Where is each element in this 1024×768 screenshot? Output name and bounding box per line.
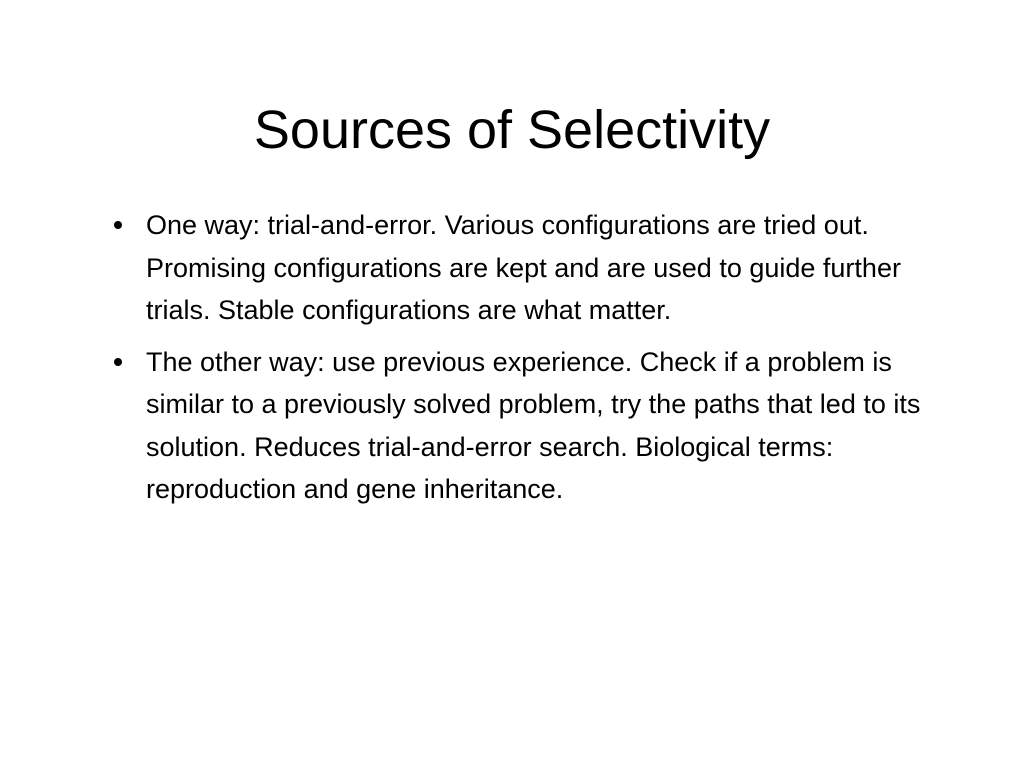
bullet-text: One way: trial-and-error. Various configurations are tried out. Promising configurations are kept and are used to guide further trials. Stable configurations are what matter. bbox=[146, 210, 901, 325]
bullet-item bbox=[108, 341, 928, 511]
bullet-item bbox=[108, 204, 928, 332]
slide-title: Sources of Selectivity bbox=[253, 100, 771, 160]
bullet-dot-icon bbox=[114, 221, 122, 229]
bullet-dot-icon bbox=[114, 358, 122, 366]
bullet-list bbox=[108, 204, 928, 520]
bullet-text: The other way: use previous experience. Check if a problem is similar to a previously solved problem, try the paths that led to its solution. Reduces trial-and-error search. Biological terms: reproduction and gene inheritance. bbox=[146, 346, 921, 504]
